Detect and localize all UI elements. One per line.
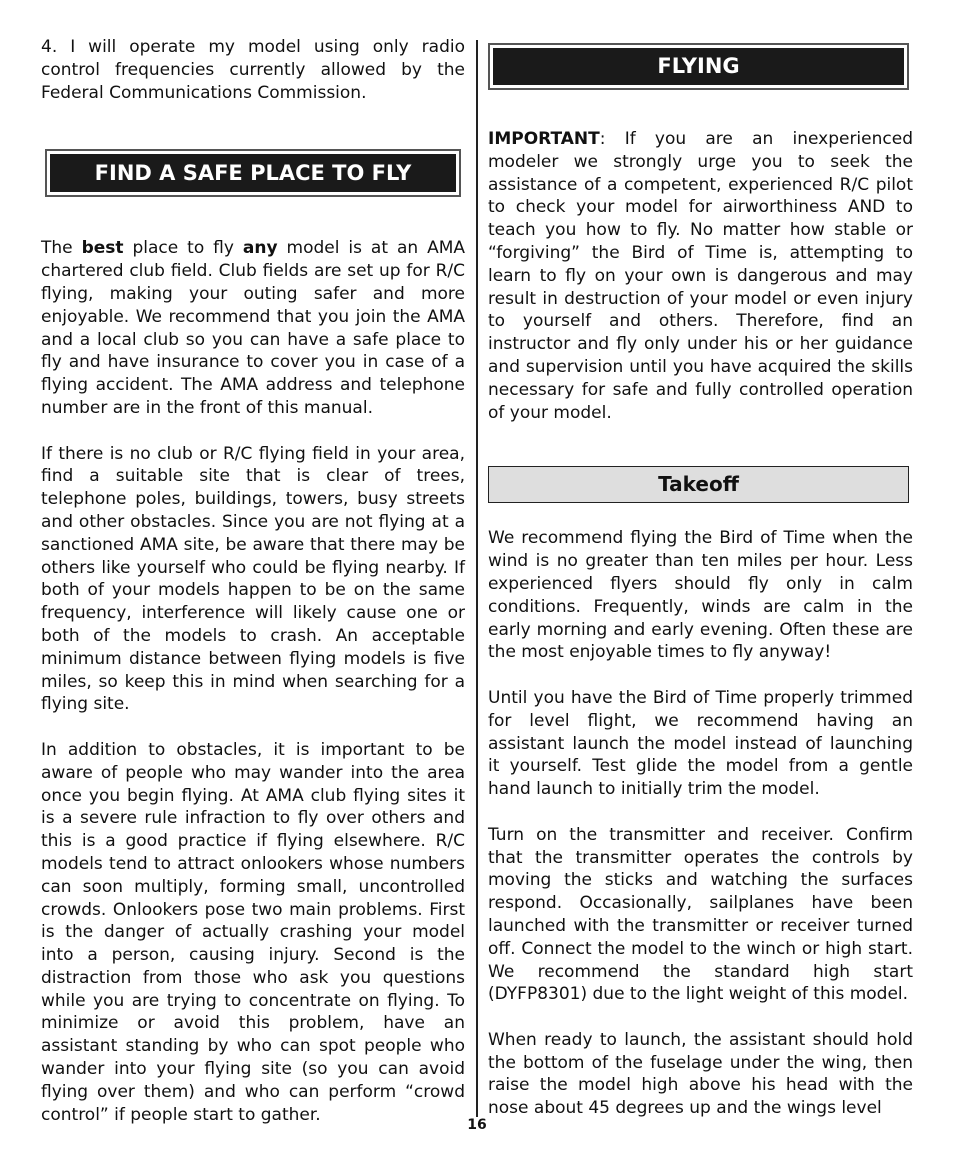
page-number: 16: [467, 1117, 487, 1133]
wind-paragraph: We recommend flying the Bird of Time when the wind is no greater than ten miles per hour. Less experienced flyers should fly only in calm conditions. Frequently, winds are calm in the early morning and early evening. Often these are the most enjoyable times to fly anyway!: [488, 528, 913, 663]
trim-paragraph: Until you have the Bird of Time properly trimmed for level flight, we recommend having an assistant launch the model instead of launching it yourself. Test glide the model from a gentle hand launch to initially trim the model.: [488, 687, 913, 800]
column-divider: [476, 40, 478, 1117]
right-column: [488, 36, 913, 1120]
best-place-paragraph: [41, 237, 465, 419]
takeoff-heading: Takeoff: [658, 472, 739, 497]
flying-heading: FLYING: [493, 48, 904, 85]
find-safe-place-heading: FIND A SAFE PLACE TO FLY: [50, 154, 456, 192]
flying-heading-box: [488, 43, 909, 90]
no-club-paragraph: If there is no club or R/C flying field in your area, find a suitable site that is clear of trees, telephone poles, buildings, towers, busy streets and other obstacles. Since you are not flying at a sanctioned AMA site, be aware that there may be others like yourself who could be flying nearby. If both of your models happen to be on the same frequency, interference will likely cause one or both of the models to crash. An acceptable minimum distance between flying models is five miles, so keep this in mind when searching for a flying site.: [41, 443, 465, 715]
important-text: : If you are an inexperienced modeler we strongly urge you to seek the assistance of a competent, experienced R/C pilot to check your model for airworthiness AND to teach you how to fly. No matter how stable or “forgiving” the Bird of Time is, attempting to learn to fly on your own is dangerous and may result in destruction of your model or even injury to yourself and others. Therefore, find an instructor and fly only under his or her guidance and supervision until you have acquired the skills necessary for safe and fully controlled operation of your model.: [488, 129, 913, 423]
best-place-text-3: model is at an AMA chartered club field. Club fields are set up for R/C flying, making your outing safer and more enjoyable. We recommend that you join the AMA and a local club so you can have a safe place to fly and have insurance to cover you in case of a flying accident. The AMA address and telephone number are in the front of this manual.: [41, 238, 466, 418]
best-emphasis: best: [81, 238, 124, 259]
best-place-text-1: The: [41, 238, 82, 259]
best-place-text-2: place to fly: [123, 238, 243, 259]
takeoff-heading-box: [488, 466, 909, 503]
important-paragraph: [488, 128, 913, 424]
obstacles-paragraph: In addition to obstacles, it is important to be aware of people who may wander into the area once you begin flying. At AMA club flying sites it is a severe rule infraction to fly over others and this is a good practice if flying elsewhere. R/C models tend to attract onlookers whose numbers can soon multiply, forming small, uncontrolled crowds. Onlookers pose two main problems. First is the danger of actually crashing your model into a person, causing injury. Second is the distraction from those who ask you questions while you are trying to concentrate on flying. To minimize or avoid this problem, have an assistant standing by who can spot people who wander into your flying site (so you can avoid flying over them) and who can perform “crowd control” if people start to gather.: [41, 739, 465, 1125]
any-emphasis: any: [242, 238, 278, 259]
find-safe-place-heading-box: [45, 149, 461, 197]
left-column: [41, 36, 465, 1126]
launch-paragraph: When ready to launch, the assistant should hold the bottom of the fuselage under the wing, then raise the model high above his head with the nose about 45 degrees up and the wings level: [488, 1029, 913, 1119]
important-label: IMPORTANT: [488, 129, 600, 149]
rule-4-text: 4. I will operate my model using only radio control frequencies currently allowed by the Federal Communications Commission.: [41, 37, 465, 103]
transmitter-paragraph: Turn on the transmitter and receiver. Confirm that the transmitter operates the controls by moving the sticks and watching the surfaces respond. Occasionally, sailplanes have been launched with the transmitter or receiver turned off. Connect the model to the winch or high start. We recommend the standard high start (DYFP8301) due to the light weight of this model.: [488, 824, 913, 1005]
